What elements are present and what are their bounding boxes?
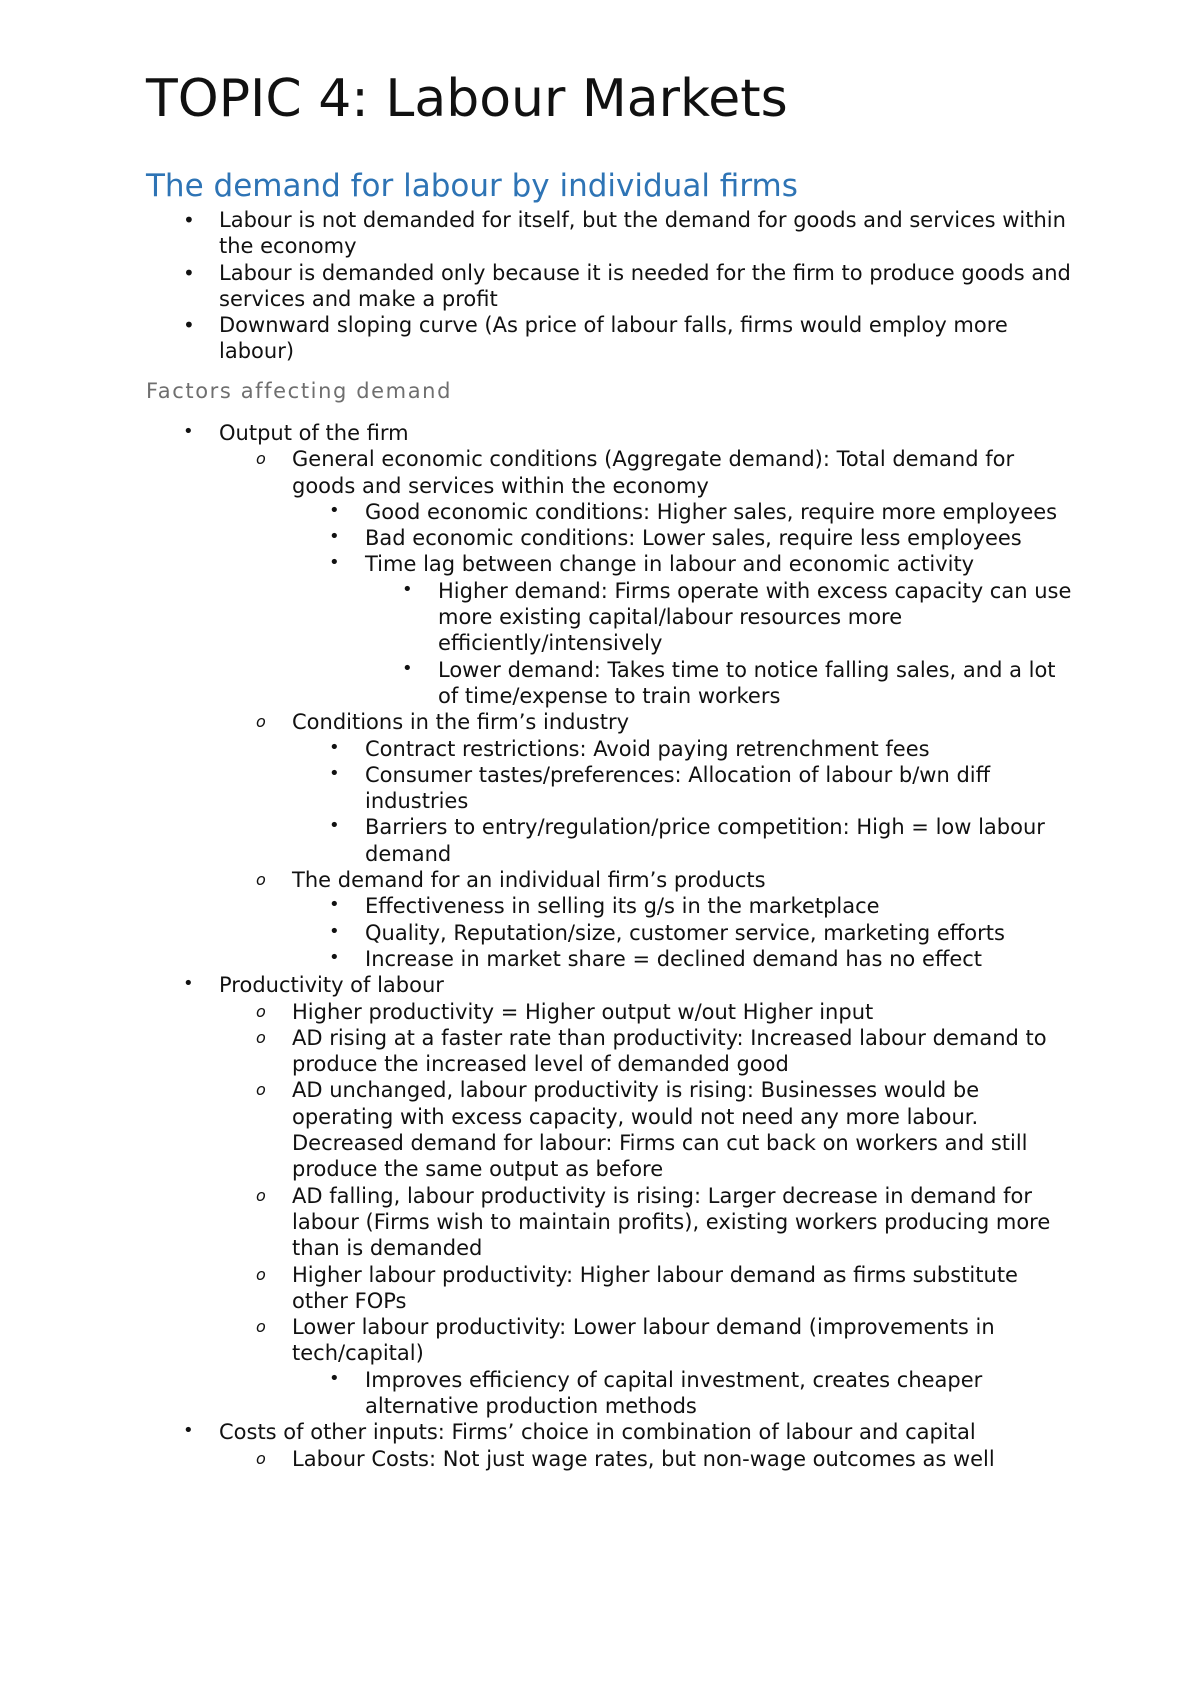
- list-item: o AD unchanged, labour productivity is rising: Businesses would be operating with excess capacity, would not need any more labour. Decreased demand for labour: Firms can cut back on workers and still produce the same output as before: [256, 1078, 1028, 1182]
- bullet-icon: •: [329, 552, 340, 574]
- circle-bullet-icon: o: [256, 1080, 266, 1100]
- list-item: • Costs of other inputs: Firms’ choice in combination of labour and capital: [183, 1420, 976, 1445]
- list-item: o The demand for an individual firm’s products: [256, 868, 766, 893]
- circle-bullet-icon: o: [256, 1448, 266, 1468]
- bullet-icon: •: [329, 762, 340, 784]
- bullet-icon: •: [183, 208, 195, 232]
- list-item: • Effectiveness in selling its g/s in the marketplace: [329, 894, 880, 919]
- circle-bullet-icon: o: [256, 870, 266, 890]
- subsection-heading: Factors affecting demand: [146, 379, 453, 403]
- intro-bullet-list: [180, 207, 1080, 365]
- bullet-icon: •: [402, 657, 413, 679]
- list-item: • Good economic conditions: Higher sales, require more employees: [329, 499, 1058, 524]
- section-heading: The demand for labour by individual firms: [146, 168, 798, 204]
- list-item: • Downward sloping curve (As price of labour falls, firms would employ more labour): [183, 313, 1008, 364]
- list-item: o Labour Costs: Not just wage rates, but non-wage outcomes as well: [256, 1446, 995, 1471]
- bullet-icon: •: [183, 1420, 194, 1442]
- list-item: o Higher productivity = Higher output w/out Higher input: [256, 999, 874, 1024]
- bullet-icon: •: [329, 526, 340, 548]
- list-item: • Barriers to entry/regulation/price competition: High = low labour demand: [329, 815, 1045, 866]
- circle-bullet-icon: o: [256, 1001, 266, 1021]
- bullet-icon: •: [183, 313, 195, 338]
- list-item: • Bad economic conditions: Lower sales, require less employees: [329, 526, 1022, 551]
- circle-bullet-icon: o: [256, 1027, 266, 1047]
- page-title: TOPIC 4: Labour Markets: [146, 69, 788, 129]
- circle-bullet-icon: o: [256, 449, 266, 469]
- list-item: • Quality, Reputation/size, customer service, marketing efforts: [329, 920, 1005, 945]
- list-item: • Improves efficiency of capital investment, creates cheaper alternative production methods: [329, 1367, 983, 1418]
- bullet-icon: •: [402, 578, 413, 600]
- bullet-icon: •: [329, 815, 340, 837]
- list-item: • Consumer tastes/preferences: Allocation of labour b/wn diff industries: [329, 762, 991, 814]
- bullet-icon: •: [329, 499, 340, 521]
- list-item: • Contract restrictions: Avoid paying retrenchment fees: [329, 736, 930, 761]
- circle-bullet-icon: o: [256, 712, 266, 732]
- list-item: • Time lag between change in labour and economic activity: [329, 552, 975, 577]
- bullet-icon: •: [329, 894, 340, 916]
- list-item: o Higher labour productivity: Higher labour demand as firms substitute other FOPs: [256, 1262, 1018, 1313]
- list-item: o Lower labour productivity: Lower labour demand (improvements in tech/capital): [256, 1315, 995, 1366]
- factors-bullet-list: [180, 420, 1080, 1472]
- list-item: • Labour is demanded only because it is needed for the firm to produce goods and services and make a profit: [183, 260, 1071, 311]
- list-item: • Increase in market share = declined demand has no effect: [329, 946, 983, 971]
- list-item: o AD falling, labour productivity is rising: Larger decrease in demand for labour (Firms wish to maintain profits), existing workers producing more than is demanded: [256, 1183, 1051, 1261]
- bullet-icon: •: [329, 1367, 340, 1389]
- bullet-icon: •: [329, 946, 340, 968]
- list-item: • Lower demand: Takes time to notice falling sales, and a lot of time/expense to train workers: [402, 657, 1056, 708]
- circle-bullet-icon: o: [256, 1317, 266, 1337]
- list-item: • Labour is not demanded for itself, but the demand for goods and services within the economy: [183, 208, 1066, 259]
- bullet-icon: •: [183, 421, 194, 442]
- list-item: o Conditions in the firm’s industry: [256, 710, 630, 735]
- list-item: • Output of the firm: [183, 421, 409, 445]
- bullet-icon: •: [329, 920, 340, 942]
- list-item: • Productivity of labour: [183, 973, 444, 998]
- circle-bullet-icon: o: [256, 1185, 266, 1205]
- list-item: • Higher demand: Firms operate with excess capacity can use more existing capital/labour resources more efficiently/intensively: [402, 578, 1072, 656]
- circle-bullet-icon: o: [256, 1264, 266, 1284]
- list-item: o AD rising at a faster rate than productivity: Increased labour demand to produce the increased level of demanded good: [256, 1025, 1047, 1077]
- bullet-icon: •: [329, 736, 340, 758]
- list-item: o General economic conditions (Aggregate demand): Total demand for goods and services within the economy: [256, 447, 1015, 498]
- bullet-icon: •: [183, 260, 195, 285]
- bullet-icon: •: [183, 973, 194, 995]
